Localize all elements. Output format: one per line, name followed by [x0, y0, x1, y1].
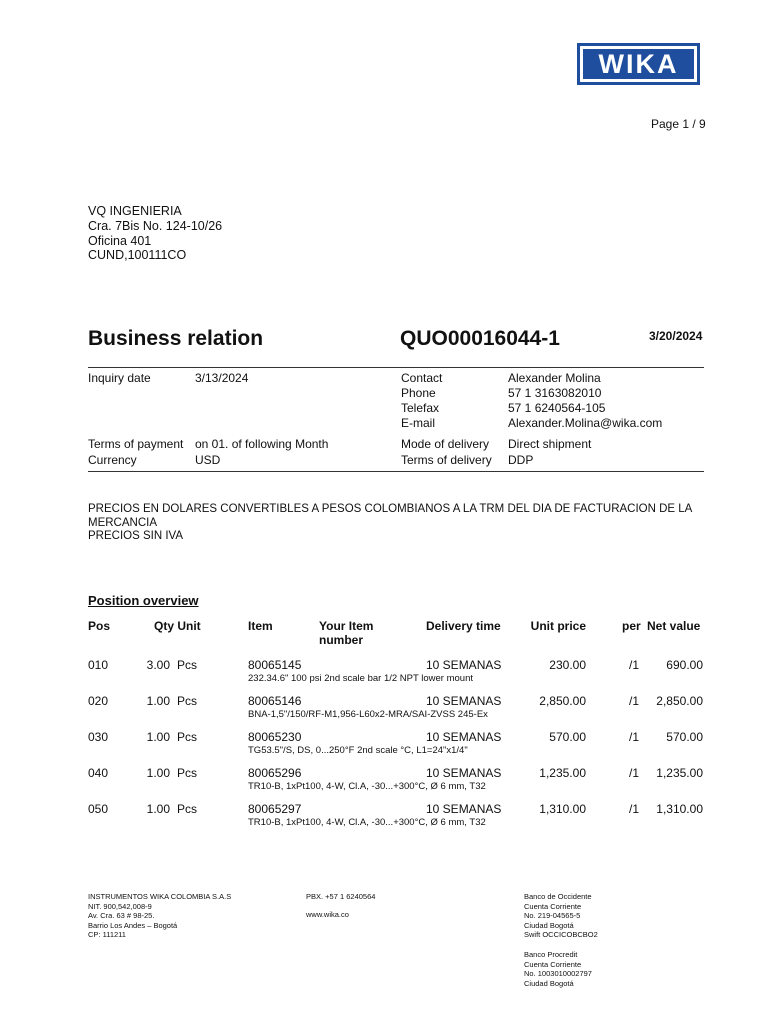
row-pos: 020 — [88, 694, 109, 708]
row-pos: 050 — [88, 802, 109, 816]
row-qty: 1.00 — [146, 766, 170, 780]
row-net-value: 570.00 — [666, 730, 703, 744]
row-unit: Pcs — [177, 694, 198, 708]
wika-logo-text: WIKA — [583, 49, 694, 79]
inquiry-date-label: Inquiry date — [88, 371, 151, 385]
quote-date: 3/20/2024 — [649, 329, 703, 343]
row-delivery: 10 SEMANAS — [426, 766, 502, 780]
row-pos: 010 — [88, 658, 109, 672]
footer-bank-occidente — [524, 892, 598, 940]
row-qty: 1.00 — [146, 694, 170, 708]
footer-company-line: NIT. 900,542,008-9 — [88, 901, 152, 911]
recipient-address — [88, 204, 222, 263]
row-unit-price: 230.00 — [549, 658, 586, 672]
footer-company — [88, 892, 231, 940]
info-divider — [88, 471, 704, 472]
delivery-mode-label: Mode of delivery — [401, 437, 490, 451]
row-description: TG53.5"/S, DS, 0...250°F 2nd scale °C, L1=24"x1/4" — [248, 745, 468, 756]
telefax-label: Telefax — [401, 401, 440, 415]
col-header-net-value: Net value — [647, 619, 701, 633]
page-number: Page 1 / 9 — [651, 117, 706, 131]
col-header-unit-price: Unit price — [530, 619, 586, 633]
row-pos: 030 — [88, 730, 109, 744]
col-header-your-item-line2: number — [319, 633, 364, 647]
delivery-terms-value: DDP — [508, 453, 534, 467]
footer-bank-line: Banco de Occidente — [524, 892, 592, 901]
row-item: 80065297 — [248, 802, 302, 816]
email-value: Alexander.Molina@wika.com — [508, 416, 663, 430]
payment-terms-label: Terms of payment — [88, 437, 184, 451]
contact-value: Alexander Molina — [508, 371, 601, 385]
footer-bank-line: Swift OCCICOBCBO2 — [524, 930, 598, 940]
delivery-terms-label: Terms of delivery — [401, 453, 492, 467]
document-title: Business relation — [88, 327, 264, 350]
row-qty: 1.00 — [146, 802, 170, 816]
row-unit-price: 1,310.00 — [539, 802, 586, 816]
phone-value: 57 1 3163082010 — [508, 386, 602, 400]
row-item: 80065296 — [248, 766, 302, 780]
row-description: BNA-1,5"/150/RF-M1,956-L60x2-MRA/SAI-ZVSS 245-Ex — [248, 709, 488, 720]
footer-bank-line: Ciudad Bogotá — [524, 978, 574, 988]
row-unit: Pcs — [177, 766, 198, 780]
footer-website: www.wika.co — [306, 910, 349, 919]
address-line: VQ INGENIERIA — [88, 204, 182, 218]
footer-bank-line: Banco Procredit — [524, 950, 578, 959]
address-line: Oficina 401 — [88, 233, 152, 248]
col-header-pos: Pos — [88, 619, 111, 633]
footer-pbx: PBX. +57 1 6240564 — [306, 892, 376, 901]
col-header-delivery-time: Delivery time — [426, 619, 501, 633]
footer-company-line: CP: 111211 — [88, 930, 126, 940]
footer-company-line: INSTRUMENTOS WIKA COLOMBIA S.A.S — [88, 892, 232, 901]
row-per: /1 — [629, 766, 640, 780]
footer-company-line: Av. Cra. 63 # 98-25. — [88, 911, 155, 921]
col-header-qty-unit: Qty Unit — [154, 619, 201, 633]
row-per: /1 — [629, 658, 640, 672]
note-line: PRECIOS EN DOLARES CONVERTIBLES A PESOS COLOMBIANOS A LA TRM DEL DIA DE FACTURACION DE LA MERCANCIA — [88, 503, 692, 529]
row-per: /1 — [629, 730, 640, 744]
inquiry-date-value: 3/13/2024 — [195, 371, 249, 385]
row-delivery: 10 SEMANAS — [426, 658, 502, 672]
note-line: PRECIOS SIN IVA — [88, 530, 184, 543]
currency-label: Currency — [88, 453, 137, 467]
row-per: /1 — [629, 694, 640, 708]
delivery-mode-value: Direct shipment — [508, 437, 592, 451]
row-delivery: 10 SEMANAS — [426, 802, 502, 816]
contact-label: Contact — [401, 371, 443, 385]
quote-number: QUO00016044-1 — [400, 327, 560, 350]
row-description: TR10-B, 1xPt100, 4-W, Cl.A, -30...+300°C, Ø 6 mm, T32 — [248, 817, 486, 828]
row-unit-price: 2,850.00 — [539, 694, 586, 708]
row-net-value: 1,235.00 — [656, 766, 703, 780]
row-unit: Pcs — [177, 730, 198, 744]
footer-company-line: Barrio Los Andes – Bogotá — [88, 920, 178, 930]
footer-bank-line: No. 1003010002797 — [524, 969, 592, 979]
row-item: 80065145 — [248, 658, 302, 672]
footer-bank-line: No. 219-04565-5 — [524, 911, 581, 921]
telefax-value: 57 1 6240564-105 — [508, 401, 606, 415]
currency-value: USD — [195, 453, 221, 467]
row-net-value: 1,310.00 — [656, 802, 703, 816]
col-header-item: Item — [248, 619, 273, 633]
row-net-value: 690.00 — [666, 658, 703, 672]
col-header-your-item-line1: Your Item — [319, 619, 374, 633]
footer-bank-procredit — [524, 950, 592, 988]
row-unit-price: 1,235.00 — [539, 766, 586, 780]
address-line: CUND,100111CO — [88, 248, 187, 263]
row-unit: Pcs — [177, 802, 198, 816]
col-header-your-item — [319, 619, 373, 647]
notes-block — [88, 503, 704, 544]
row-net-value: 2,850.00 — [656, 694, 703, 708]
header-divider — [88, 367, 704, 368]
row-item: 80065230 — [248, 730, 302, 744]
address-line: Cra. 7Bis No. 124-10/26 — [88, 218, 223, 233]
footer-bank-line: Cuenta Corriente — [524, 959, 582, 969]
row-per: /1 — [629, 802, 640, 816]
phone-label: Phone — [401, 386, 436, 400]
wika-logo — [577, 43, 700, 85]
row-delivery: 10 SEMANAS — [426, 730, 502, 744]
row-unit-price: 570.00 — [549, 730, 586, 744]
row-delivery: 10 SEMANAS — [426, 694, 502, 708]
row-description: TR10-B, 1xPt100, 4-W, Cl.A, -30...+300°C, Ø 6 mm, T32 — [248, 781, 486, 792]
email-label: E-mail — [401, 416, 436, 430]
row-qty: 3.00 — [146, 658, 170, 672]
row-unit: Pcs — [177, 658, 198, 672]
row-pos: 040 — [88, 766, 109, 780]
position-overview-title: Position overview — [88, 593, 199, 608]
footer-bank-line: Ciudad Bogotá — [524, 920, 574, 930]
footer-bank-line: Cuenta Corriente — [524, 901, 582, 911]
row-item: 80065146 — [248, 694, 302, 708]
row-qty: 1.00 — [146, 730, 170, 744]
payment-terms-value: on 01. of following Month — [195, 437, 329, 451]
col-header-per: per — [622, 619, 641, 633]
row-description: 232.34.6" 100 psi 2nd scale bar 1/2 NPT lower mount — [248, 673, 473, 684]
